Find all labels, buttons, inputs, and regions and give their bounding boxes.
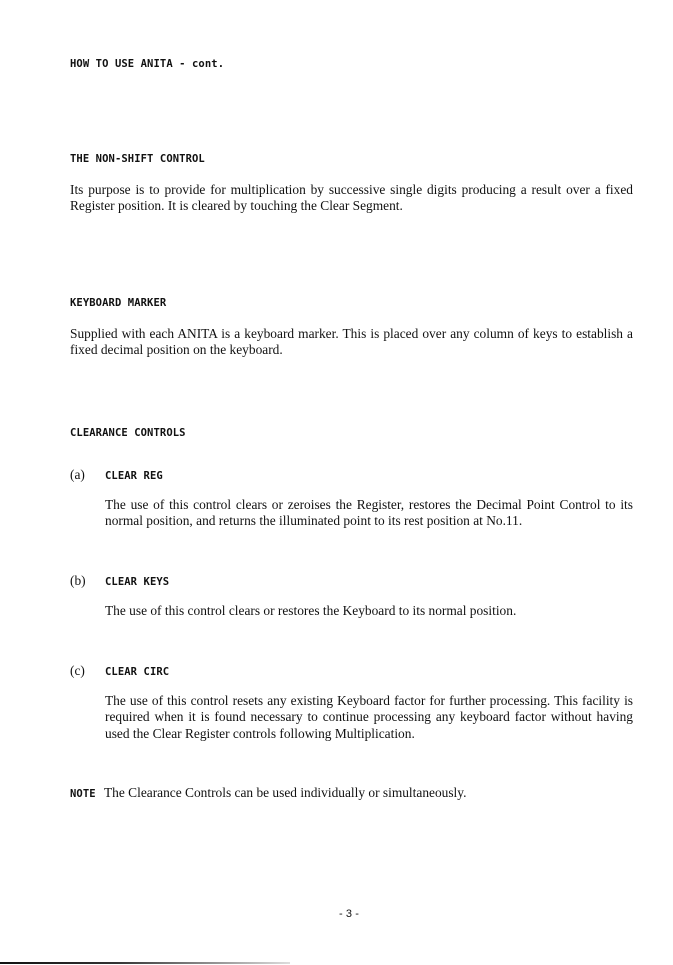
item-text-clear-keys: The use of this control clears or restores the Keyboard to its normal position. — [105, 603, 517, 618]
item-title-clear-circ: CLEAR CIRC — [105, 666, 170, 678]
section-heading-clearance-controls: CLEARANCE CONTROLS — [70, 427, 186, 439]
note-text: The Clearance Controls can be used individually or simultaneously. — [104, 785, 467, 800]
item-label-c: (c) — [70, 663, 85, 678]
page-header: HOW TO USE ANITA - cont. — [70, 58, 225, 70]
item-label-b: (b) — [70, 573, 86, 588]
paragraph-non-shift: Its purpose is to provide for multiplication by successive single digits producing a result over a fixed Register position. It is cleared by touching the Clear Segment. — [70, 182, 633, 214]
item-text-clear-reg: The use of this control clears or zeroises the Register, restores the Decimal Point Control to its normal position, and returns the illuminated point to its rest position at No.11. — [105, 497, 633, 529]
paragraph-keyboard-marker: Supplied with each ANITA is a keyboard marker. This is placed over any column of keys to establish a fixed decimal position on the keyboard. — [70, 326, 633, 358]
section-heading-keyboard-marker: KEYBOARD MARKER — [70, 297, 167, 309]
item-title-clear-keys: CLEAR KEYS — [105, 576, 170, 588]
item-label-a: (a) — [70, 467, 85, 482]
bottom-scan-edge — [0, 962, 290, 964]
item-title-clear-reg: CLEAR REG — [105, 470, 163, 482]
section-heading-non-shift: THE NON-SHIFT CONTROL — [70, 153, 205, 165]
note-label: NOTE — [70, 788, 96, 800]
page-number: - 3 - — [339, 908, 360, 920]
item-text-clear-circ: The use of this control resets any existing Keyboard factor for further processing. This facility is required when it is found necessary to continue processing any keyboard factor without having used the Clear Register controls following Multiplication. — [105, 693, 633, 741]
